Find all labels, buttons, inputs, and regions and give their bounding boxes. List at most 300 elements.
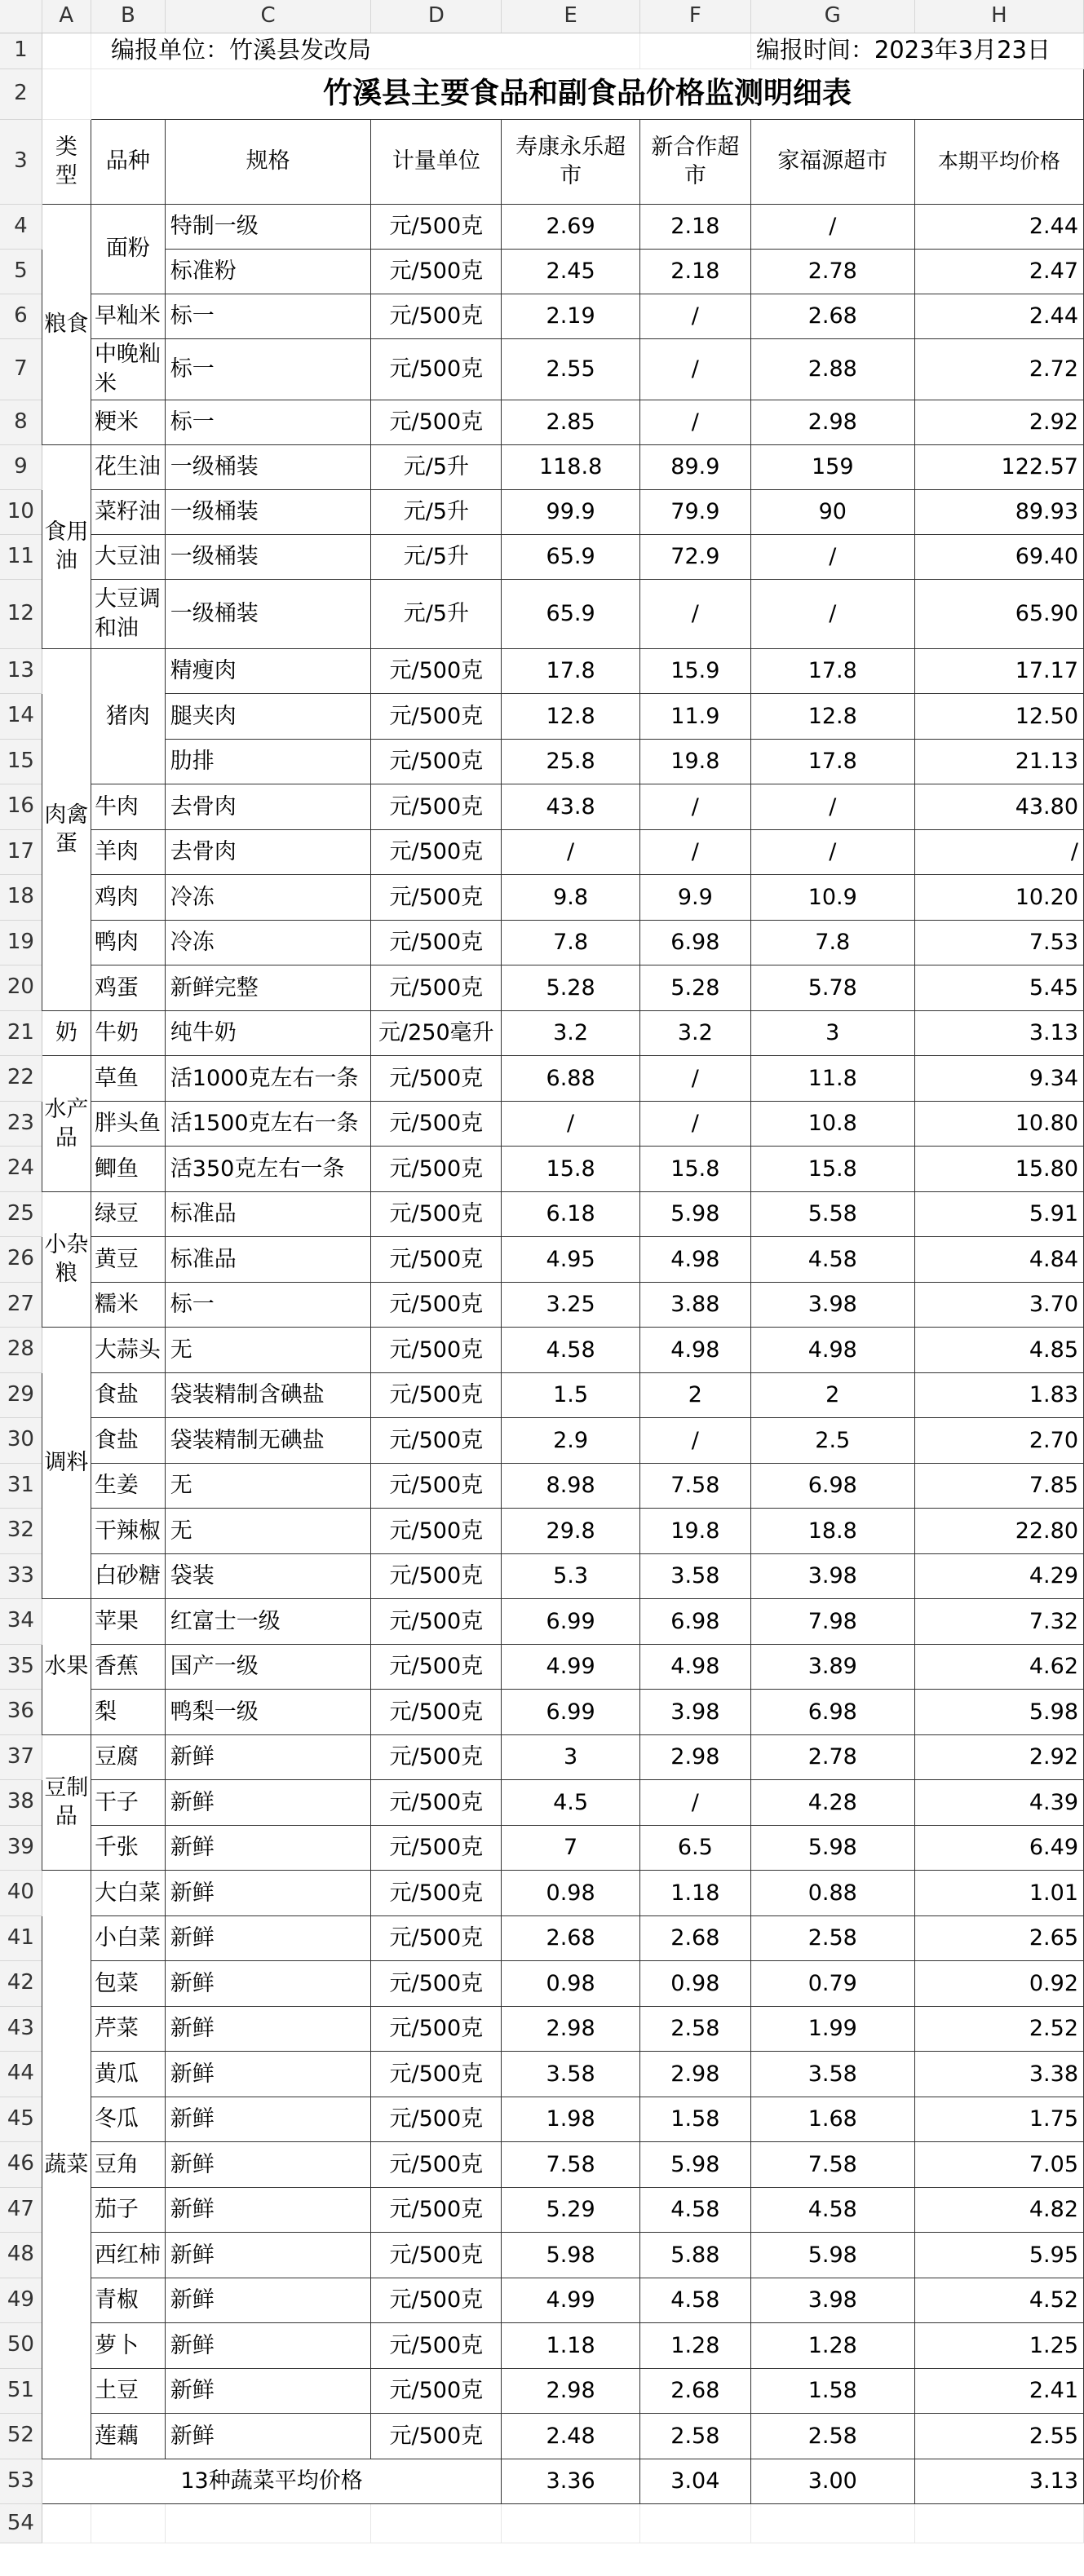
variety-cell[interactable]: 白砂糖 [91, 1553, 165, 1599]
variety-cell[interactable]: 草鱼 [91, 1056, 165, 1102]
average-price-cell[interactable]: 10.20 [914, 875, 1083, 921]
row-header[interactable]: 14 [0, 694, 42, 740]
cell[interactable] [639, 2504, 750, 2543]
spec-cell[interactable]: 新鲜 [165, 1915, 371, 1961]
price-cell-jiafuyuan[interactable]: / [750, 784, 914, 830]
category-cell[interactable]: 粮食 [42, 204, 91, 444]
row-header[interactable]: 44 [0, 2052, 42, 2097]
price-cell-shoukang[interactable]: 6.88 [502, 1056, 640, 1102]
price-cell-xinhezuo[interactable]: 2.18 [639, 204, 750, 249]
price-cell-xinhezuo[interactable]: 4.58 [639, 2278, 750, 2323]
unit-cell[interactable]: 元/500克 [371, 1191, 502, 1237]
average-price-cell[interactable]: 2.44 [914, 204, 1083, 249]
average-price-cell[interactable]: 2.72 [914, 338, 1083, 400]
price-cell-shoukang[interactable]: 118.8 [502, 444, 640, 489]
variety-cell[interactable]: 香蕉 [91, 1644, 165, 1690]
row-header[interactable]: 25 [0, 1191, 42, 1237]
unit-cell[interactable]: 元/500克 [371, 694, 502, 740]
price-cell-jiafuyuan[interactable]: 4.28 [750, 1780, 914, 1826]
price-cell-xinhezuo[interactable]: 19.8 [639, 739, 750, 784]
spec-cell[interactable]: 冷冻 [165, 920, 371, 965]
variety-cell[interactable]: 茄子 [91, 2187, 165, 2233]
price-cell-jiafuyuan[interactable]: 7.8 [750, 920, 914, 965]
row-header[interactable]: 38 [0, 1780, 42, 1826]
average-price-cell[interactable]: 2.70 [914, 1418, 1083, 1464]
column-header[interactable]: E [502, 0, 640, 33]
cell[interactable] [42, 68, 91, 119]
average-price-cell[interactable]: 1.75 [914, 2097, 1083, 2142]
price-cell-xinhezuo[interactable]: / [639, 338, 750, 400]
row-header[interactable]: 51 [0, 2368, 42, 2414]
unit-cell[interactable]: 元/500克 [371, 1101, 502, 1147]
price-cell-jiafuyuan[interactable]: 5.58 [750, 1191, 914, 1237]
price-cell-shoukang[interactable]: 4.58 [502, 1328, 640, 1373]
header-store-shoukang[interactable]: 寿康永乐超市 [502, 119, 640, 204]
average-price-cell[interactable]: 43.80 [914, 784, 1083, 830]
spec-cell[interactable]: 新鲜 [165, 1825, 371, 1871]
price-cell-jiafuyuan[interactable]: 0.88 [750, 1871, 914, 1916]
spec-cell[interactable]: 去骨肉 [165, 784, 371, 830]
spec-cell[interactable]: 精瘦肉 [165, 648, 371, 694]
row-header[interactable]: 17 [0, 829, 42, 875]
summary-average[interactable]: 3.13 [914, 2459, 1083, 2504]
price-cell-jiafuyuan[interactable]: 4.58 [750, 2187, 914, 2233]
variety-cell[interactable]: 萝卜 [91, 2323, 165, 2369]
spec-cell[interactable]: 新鲜 [165, 1734, 371, 1780]
row-header[interactable]: 47 [0, 2187, 42, 2233]
price-cell-xinhezuo[interactable]: 3.58 [639, 1553, 750, 1599]
unit-cell[interactable]: 元/500克 [371, 829, 502, 875]
unit-cell[interactable]: 元/500克 [371, 875, 502, 921]
average-price-cell[interactable]: 3.38 [914, 2052, 1083, 2097]
unit-cell[interactable]: 元/500克 [371, 2414, 502, 2459]
variety-cell[interactable]: 花生油 [91, 444, 165, 489]
average-price-cell[interactable]: 2.52 [914, 2006, 1083, 2052]
price-cell-jiafuyuan[interactable]: 7.58 [750, 2142, 914, 2188]
price-cell-xinhezuo[interactable]: 1.58 [639, 2097, 750, 2142]
category-cell[interactable]: 小杂粮 [42, 1191, 91, 1328]
price-cell-xinhezuo[interactable]: 89.9 [639, 444, 750, 489]
spec-cell[interactable]: 红富士一级 [165, 1599, 371, 1645]
category-cell[interactable]: 水产品 [42, 1056, 91, 1192]
price-cell-shoukang[interactable]: 65.9 [502, 579, 640, 648]
row-header[interactable]: 12 [0, 579, 42, 648]
average-price-cell[interactable]: 4.62 [914, 1644, 1083, 1690]
spec-cell[interactable]: 标准品 [165, 1237, 371, 1283]
row-header[interactable]: 26 [0, 1237, 42, 1283]
variety-cell[interactable]: 羊肉 [91, 829, 165, 875]
unit-cell[interactable]: 元/500克 [371, 1282, 502, 1328]
price-cell-xinhezuo[interactable]: 5.28 [639, 965, 750, 1011]
price-cell-jiafuyuan[interactable]: 3.98 [750, 1553, 914, 1599]
variety-cell[interactable]: 干子 [91, 1780, 165, 1826]
unit-cell[interactable]: 元/500克 [371, 1690, 502, 1735]
category-cell[interactable]: 蔬菜 [42, 1871, 91, 2459]
average-price-cell[interactable]: 2.47 [914, 249, 1083, 294]
row-header[interactable]: 10 [0, 489, 42, 534]
row-header[interactable]: 20 [0, 965, 42, 1011]
price-cell-shoukang[interactable]: 3.2 [502, 1010, 640, 1056]
row-header[interactable]: 2 [0, 68, 42, 119]
price-cell-shoukang[interactable]: 7.8 [502, 920, 640, 965]
price-cell-xinhezuo[interactable]: / [639, 1780, 750, 1826]
price-cell-shoukang[interactable]: 1.18 [502, 2323, 640, 2369]
price-cell-xinhezuo[interactable]: 4.98 [639, 1328, 750, 1373]
price-cell-shoukang[interactable]: 4.5 [502, 1780, 640, 1826]
spec-cell[interactable]: 标一 [165, 338, 371, 400]
average-price-cell[interactable]: 5.98 [914, 1690, 1083, 1735]
price-cell-xinhezuo[interactable]: 15.8 [639, 1147, 750, 1192]
price-cell-xinhezuo[interactable]: 4.98 [639, 1644, 750, 1690]
unit-cell[interactable]: 元/500克 [371, 338, 502, 400]
cell[interactable] [914, 2504, 1083, 2543]
variety-cell[interactable]: 青椒 [91, 2278, 165, 2323]
price-cell-shoukang[interactable]: 3 [502, 1734, 640, 1780]
price-cell-jiafuyuan[interactable]: 1.28 [750, 2323, 914, 2369]
row-header[interactable]: 52 [0, 2414, 42, 2459]
price-cell-jiafuyuan[interactable]: 4.98 [750, 1328, 914, 1373]
spec-cell[interactable]: 标一 [165, 400, 371, 444]
average-price-cell[interactable]: 2.44 [914, 294, 1083, 338]
spec-cell[interactable]: 纯牛奶 [165, 1010, 371, 1056]
row-header[interactable]: 22 [0, 1056, 42, 1102]
price-cell-shoukang[interactable]: 6.99 [502, 1599, 640, 1645]
spec-cell[interactable]: 标一 [165, 1282, 371, 1328]
unit-cell[interactable]: 元/500克 [371, 1147, 502, 1192]
spec-cell[interactable]: 标准品 [165, 1191, 371, 1237]
row-header[interactable]: 45 [0, 2097, 42, 2142]
price-cell-xinhezuo[interactable]: / [639, 829, 750, 875]
price-cell-jiafuyuan[interactable]: 5.78 [750, 965, 914, 1011]
unit-cell[interactable]: 元/500克 [371, 2368, 502, 2414]
price-cell-shoukang[interactable]: / [502, 829, 640, 875]
unit-cell[interactable]: 元/500克 [371, 965, 502, 1011]
vegetable-average-label[interactable]: 13种蔬菜平均价格 [42, 2459, 502, 2504]
price-cell-xinhezuo[interactable]: / [639, 784, 750, 830]
unit-cell[interactable]: 元/5升 [371, 444, 502, 489]
table-title[interactable]: 竹溪县主要食品和副食品价格监测明细表 [91, 68, 1083, 119]
average-price-cell[interactable]: 10.80 [914, 1101, 1083, 1147]
price-cell-xinhezuo[interactable]: 0.98 [639, 1961, 750, 2007]
variety-cell[interactable]: 冬瓜 [91, 2097, 165, 2142]
cell[interactable] [639, 33, 750, 68]
price-cell-shoukang[interactable]: 8.98 [502, 1463, 640, 1509]
cell[interactable] [42, 2504, 91, 2543]
price-cell-xinhezuo[interactable]: 11.9 [639, 694, 750, 740]
variety-cell[interactable]: 鸡肉 [91, 875, 165, 921]
price-cell-jiafuyuan[interactable]: 10.9 [750, 875, 914, 921]
price-cell-jiafuyuan[interactable]: 2 [750, 1372, 914, 1418]
price-cell-shoukang[interactable]: 2.9 [502, 1418, 640, 1464]
unit-cell[interactable]: 元/500克 [371, 1056, 502, 1102]
category-cell[interactable]: 调料 [42, 1328, 91, 1599]
average-price-cell[interactable]: 6.49 [914, 1825, 1083, 1871]
summary-jiafuyuan[interactable]: 3.00 [750, 2459, 914, 2504]
price-cell-jiafuyuan[interactable]: / [750, 534, 914, 579]
average-price-cell[interactable]: 22.80 [914, 1509, 1083, 1554]
variety-cell[interactable]: 西红柿 [91, 2233, 165, 2278]
price-cell-shoukang[interactable]: 2.69 [502, 204, 640, 249]
column-header[interactable]: F [639, 0, 750, 33]
row-header[interactable]: 9 [0, 444, 42, 489]
average-price-cell[interactable]: 21.13 [914, 739, 1083, 784]
price-cell-shoukang[interactable]: 3.25 [502, 1282, 640, 1328]
row-header[interactable]: 49 [0, 2278, 42, 2323]
price-cell-xinhezuo[interactable]: 2.98 [639, 1734, 750, 1780]
unit-cell[interactable]: 元/500克 [371, 2233, 502, 2278]
price-cell-xinhezuo[interactable]: 4.58 [639, 2187, 750, 2233]
variety-cell[interactable]: 牛奶 [91, 1010, 165, 1056]
price-cell-jiafuyuan[interactable]: 3.58 [750, 2052, 914, 2097]
variety-cell[interactable]: 莲藕 [91, 2414, 165, 2459]
price-cell-xinhezuo[interactable]: 6.5 [639, 1825, 750, 1871]
variety-cell[interactable]: 黄瓜 [91, 2052, 165, 2097]
unit-cell[interactable]: 元/500克 [371, 2142, 502, 2188]
average-price-cell[interactable]: 12.50 [914, 694, 1083, 740]
average-price-cell[interactable]: 89.93 [914, 489, 1083, 534]
price-cell-shoukang[interactable]: 2.19 [502, 294, 640, 338]
cell[interactable] [371, 2504, 502, 2543]
row-header[interactable]: 34 [0, 1599, 42, 1645]
column-header[interactable]: C [165, 0, 371, 33]
price-cell-xinhezuo[interactable]: 1.18 [639, 1871, 750, 1916]
spec-cell[interactable]: 标一 [165, 294, 371, 338]
average-price-cell[interactable]: 7.32 [914, 1599, 1083, 1645]
price-cell-jiafuyuan[interactable]: 4.58 [750, 1237, 914, 1283]
price-cell-shoukang[interactable]: 6.99 [502, 1690, 640, 1735]
variety-cell[interactable]: 小白菜 [91, 1915, 165, 1961]
unit-cell[interactable]: 元/500克 [371, 1553, 502, 1599]
category-cell[interactable]: 奶 [42, 1010, 91, 1056]
price-cell-xinhezuo[interactable]: 7.58 [639, 1463, 750, 1509]
price-cell-shoukang[interactable]: 3.58 [502, 2052, 640, 2097]
row-header[interactable]: 24 [0, 1147, 42, 1192]
variety-cell[interactable]: 豆角 [91, 2142, 165, 2188]
spec-cell[interactable]: 冷冻 [165, 875, 371, 921]
spec-cell[interactable]: 活350克左右一条 [165, 1147, 371, 1192]
price-cell-jiafuyuan[interactable]: 17.8 [750, 648, 914, 694]
spec-cell[interactable]: 标准粉 [165, 249, 371, 294]
variety-cell[interactable]: 绿豆 [91, 1191, 165, 1237]
column-header[interactable]: A [42, 0, 91, 33]
row-header[interactable]: 41 [0, 1915, 42, 1961]
price-cell-shoukang[interactable]: 5.3 [502, 1553, 640, 1599]
header-average-price[interactable]: 本期平均价格 [914, 119, 1083, 204]
average-price-cell[interactable]: 3.70 [914, 1282, 1083, 1328]
average-price-cell[interactable]: 2.92 [914, 400, 1083, 444]
price-cell-shoukang[interactable]: 2.55 [502, 338, 640, 400]
price-cell-shoukang[interactable]: 1.98 [502, 2097, 640, 2142]
spec-cell[interactable]: 无 [165, 1509, 371, 1554]
row-header[interactable]: 46 [0, 2142, 42, 2188]
variety-cell[interactable]: 鲫鱼 [91, 1147, 165, 1192]
price-cell-jiafuyuan[interactable]: / [750, 829, 914, 875]
price-cell-shoukang[interactable]: 6.18 [502, 1191, 640, 1237]
unit-cell[interactable]: 元/500克 [371, 1328, 502, 1373]
row-header[interactable]: 43 [0, 2006, 42, 2052]
unit-cell[interactable]: 元/5升 [371, 534, 502, 579]
price-cell-xinhezuo[interactable]: / [639, 294, 750, 338]
spec-cell[interactable]: 特制一级 [165, 204, 371, 249]
unit-cell[interactable]: 元/500克 [371, 1734, 502, 1780]
price-cell-shoukang[interactable]: 9.8 [502, 875, 640, 921]
price-cell-jiafuyuan[interactable]: 159 [750, 444, 914, 489]
spec-cell[interactable]: 袋装精制无碘盐 [165, 1418, 371, 1464]
price-cell-shoukang[interactable]: 2.45 [502, 249, 640, 294]
header-unit[interactable]: 计量单位 [371, 119, 502, 204]
variety-cell[interactable]: 大豆调和油 [91, 579, 165, 648]
row-header[interactable]: 30 [0, 1418, 42, 1464]
row-header[interactable]: 35 [0, 1644, 42, 1690]
average-price-cell[interactable]: 2.65 [914, 1915, 1083, 1961]
unit-cell[interactable]: 元/500克 [371, 1463, 502, 1509]
price-cell-shoukang[interactable]: 2.68 [502, 1915, 640, 1961]
price-cell-xinhezuo[interactable]: 5.88 [639, 2233, 750, 2278]
variety-cell[interactable]: 糯米 [91, 1282, 165, 1328]
average-price-cell[interactable]: 4.52 [914, 2278, 1083, 2323]
price-cell-shoukang[interactable]: 4.99 [502, 2278, 640, 2323]
variety-cell[interactable]: 早籼米 [91, 294, 165, 338]
average-price-cell[interactable]: 4.82 [914, 2187, 1083, 2233]
price-cell-shoukang[interactable]: 1.5 [502, 1372, 640, 1418]
spec-cell[interactable]: 无 [165, 1463, 371, 1509]
row-header[interactable]: 31 [0, 1463, 42, 1509]
price-cell-xinhezuo[interactable]: 9.9 [639, 875, 750, 921]
average-price-cell[interactable]: 2.92 [914, 1734, 1083, 1780]
price-cell-jiafuyuan[interactable]: 15.8 [750, 1147, 914, 1192]
variety-cell[interactable]: 食盐 [91, 1372, 165, 1418]
header-spec[interactable]: 规格 [165, 119, 371, 204]
row-header[interactable]: 23 [0, 1101, 42, 1147]
unit-cell[interactable]: 元/500克 [371, 1780, 502, 1826]
price-cell-shoukang[interactable]: 4.95 [502, 1237, 640, 1283]
spec-cell[interactable]: 新鲜 [165, 2233, 371, 2278]
price-cell-shoukang[interactable]: 5.98 [502, 2233, 640, 2278]
price-cell-xinhezuo[interactable]: 2.68 [639, 2368, 750, 2414]
spec-cell[interactable]: 国产一级 [165, 1644, 371, 1690]
price-cell-jiafuyuan[interactable]: 3.89 [750, 1644, 914, 1690]
price-cell-shoukang[interactable]: 15.8 [502, 1147, 640, 1192]
spec-cell[interactable]: 新鲜 [165, 1961, 371, 2007]
unit-cell[interactable]: 元/500克 [371, 648, 502, 694]
unit-cell[interactable]: 元/500克 [371, 294, 502, 338]
price-cell-shoukang[interactable]: 0.98 [502, 1871, 640, 1916]
price-cell-xinhezuo[interactable]: 2.68 [639, 1915, 750, 1961]
price-cell-shoukang[interactable]: 0.98 [502, 1961, 640, 2007]
average-price-cell[interactable]: 4.39 [914, 1780, 1083, 1826]
average-price-cell[interactable]: 2.55 [914, 2414, 1083, 2459]
average-price-cell[interactable]: 15.80 [914, 1147, 1083, 1192]
price-cell-shoukang[interactable]: 17.8 [502, 648, 640, 694]
select-all-corner[interactable] [0, 0, 42, 33]
spec-cell[interactable]: 新鲜 [165, 2052, 371, 2097]
price-cell-jiafuyuan[interactable]: 1.68 [750, 2097, 914, 2142]
variety-cell[interactable]: 粳米 [91, 400, 165, 444]
price-cell-shoukang[interactable]: 5.28 [502, 965, 640, 1011]
spec-cell[interactable]: 新鲜 [165, 1780, 371, 1826]
category-cell[interactable]: 肉禽蛋 [42, 648, 91, 1010]
price-cell-jiafuyuan[interactable]: 5.98 [750, 1825, 914, 1871]
price-cell-shoukang[interactable]: / [502, 1101, 640, 1147]
unit-cell[interactable]: 元/500克 [371, 784, 502, 830]
price-cell-shoukang[interactable]: 25.8 [502, 739, 640, 784]
price-cell-jiafuyuan[interactable]: 2.58 [750, 2414, 914, 2459]
column-header[interactable]: B [91, 0, 165, 33]
row-header[interactable]: 1 [0, 33, 42, 68]
average-price-cell[interactable]: 4.85 [914, 1328, 1083, 1373]
variety-cell[interactable]: 土豆 [91, 2368, 165, 2414]
spec-cell[interactable]: 活1000克左右一条 [165, 1056, 371, 1102]
average-price-cell[interactable]: 69.40 [914, 534, 1083, 579]
variety-cell[interactable]: 豆腐 [91, 1734, 165, 1780]
row-header[interactable]: 11 [0, 534, 42, 579]
variety-cell[interactable]: 中晚籼米 [91, 338, 165, 400]
row-header[interactable]: 48 [0, 2233, 42, 2278]
category-cell[interactable]: 食用油 [42, 444, 91, 648]
spec-cell[interactable]: 活1500克左右一条 [165, 1101, 371, 1147]
row-header[interactable]: 16 [0, 784, 42, 830]
average-price-cell[interactable]: 1.01 [914, 1871, 1083, 1916]
average-price-cell[interactable]: 4.29 [914, 1553, 1083, 1599]
price-cell-jiafuyuan[interactable]: 2.58 [750, 1915, 914, 1961]
row-header[interactable]: 54 [0, 2504, 42, 2543]
price-cell-shoukang[interactable]: 65.9 [502, 534, 640, 579]
price-cell-shoukang[interactable]: 5.29 [502, 2187, 640, 2233]
price-cell-jiafuyuan[interactable]: 90 [750, 489, 914, 534]
variety-cell[interactable]: 猪肉 [91, 648, 165, 784]
row-header[interactable]: 32 [0, 1509, 42, 1554]
unit-cell[interactable]: 元/500克 [371, 920, 502, 965]
variety-cell[interactable]: 大蒜头 [91, 1328, 165, 1373]
price-cell-xinhezuo[interactable]: / [639, 1101, 750, 1147]
price-cell-shoukang[interactable]: 2.98 [502, 2368, 640, 2414]
variety-cell[interactable]: 梨 [91, 1690, 165, 1735]
cell[interactable] [165, 2504, 371, 2543]
cell[interactable] [502, 2504, 640, 2543]
price-cell-shoukang[interactable]: 7.58 [502, 2142, 640, 2188]
row-header[interactable]: 7 [0, 338, 42, 400]
report-unit[interactable]: 编报单位：竹溪县发改局 [91, 33, 639, 68]
unit-cell[interactable]: 元/500克 [371, 1915, 502, 1961]
average-price-cell[interactable]: 5.95 [914, 2233, 1083, 2278]
unit-cell[interactable]: 元/500克 [371, 2006, 502, 2052]
row-header[interactable]: 40 [0, 1871, 42, 1916]
row-header[interactable]: 19 [0, 920, 42, 965]
variety-cell[interactable]: 大豆油 [91, 534, 165, 579]
spec-cell[interactable]: 一级桶装 [165, 444, 371, 489]
price-cell-xinhezuo[interactable]: 72.9 [639, 534, 750, 579]
price-cell-xinhezuo[interactable]: / [639, 1418, 750, 1464]
unit-cell[interactable]: 元/500克 [371, 1961, 502, 2007]
unit-cell[interactable]: 元/250毫升 [371, 1010, 502, 1056]
price-cell-jiafuyuan[interactable]: 7.98 [750, 1599, 914, 1645]
average-price-cell[interactable]: 1.25 [914, 2323, 1083, 2369]
unit-cell[interactable]: 元/500克 [371, 1644, 502, 1690]
row-header[interactable]: 39 [0, 1825, 42, 1871]
price-cell-xinhezuo[interactable]: 19.8 [639, 1509, 750, 1554]
average-price-cell[interactable]: 65.90 [914, 579, 1083, 648]
spec-cell[interactable]: 腿夹肉 [165, 694, 371, 740]
spec-cell[interactable]: 新鲜 [165, 2006, 371, 2052]
cell[interactable] [750, 2504, 914, 2543]
header-variety[interactable]: 品种 [91, 119, 165, 204]
average-price-cell[interactable]: 5.45 [914, 965, 1083, 1011]
price-cell-jiafuyuan[interactable]: 2.68 [750, 294, 914, 338]
category-cell[interactable]: 豆制品 [42, 1734, 91, 1871]
row-header[interactable]: 27 [0, 1282, 42, 1328]
price-cell-shoukang[interactable]: 2.48 [502, 2414, 640, 2459]
variety-cell[interactable]: 包菜 [91, 1961, 165, 2007]
